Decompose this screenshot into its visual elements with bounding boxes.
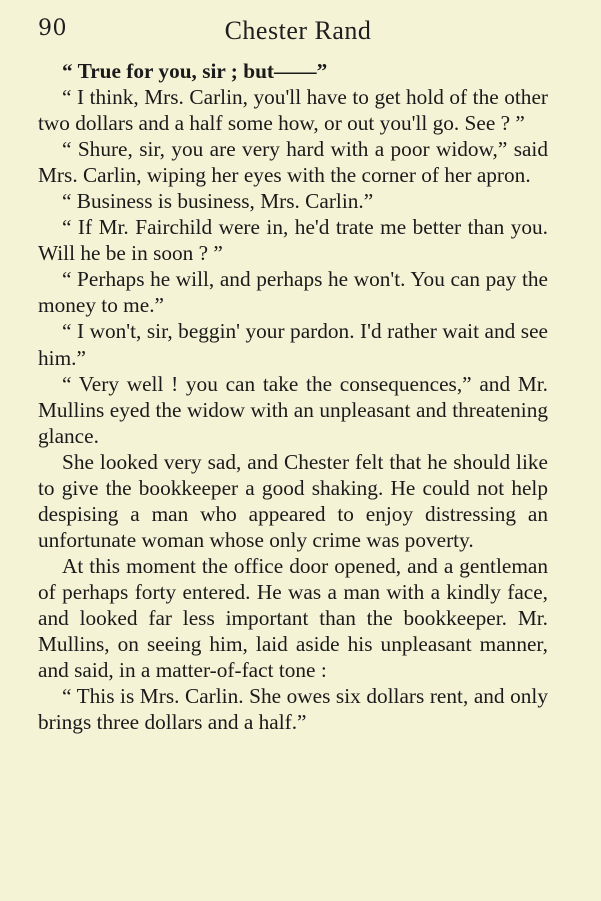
paragraph: “ True for you, sir ; but——” <box>62 59 328 83</box>
paragraph: She looked very sad, and Chester felt that he should like to give the bookkeeper a good shaking. He could not help despising a man who appeared to enjoy distressing an unfortunate woman whose only crime was poverty. <box>38 449 548 552</box>
paragraph: “ I won't, sir, beggin' your pardon. I'd rather wait and see him.” <box>38 319 548 370</box>
paragraph: “ I think, Mrs. Carlin, you'll have to get hold of the other two dollars and a half some how, or out you'll go. See ? ” <box>38 85 548 136</box>
paragraph: “ If Mr. Fairchild were in, he'd trate me better than you. Will he be in soon ? ” <box>38 215 548 266</box>
paragraph: At this moment the office door opened, and a gentleman of perhaps forty entered. He was a man with a kindly face, and looked far less important than the bookkeeper. Mr. Mullins, on seeing him, laid aside his unpleasant manner, and said, in a matter-of-fact tone : <box>38 553 548 683</box>
paragraph: “ Business is business, Mrs. Carlin.” <box>62 189 374 214</box>
paragraph: “ Very well ! you can take the consequences,” and Mr. Mullins eyed the widow with an unpleasant and threatening glance. <box>38 371 548 448</box>
running-title: Chester Rand <box>224 16 372 45</box>
page-header <box>38 16 558 50</box>
paragraph: “ Shure, sir, you are very hard with a poor widow,” said Mrs. Carlin, wiping her eyes with the corner of her apron. <box>38 137 548 188</box>
paragraph: “ This is Mrs. Carlin. She owes six dollars rent, and only brings three dollars and a half.” <box>38 684 548 735</box>
page-number: 90 <box>38 16 67 41</box>
body-text <box>38 58 548 735</box>
paragraph: “ Perhaps he will, and perhaps he won't. You can pay the money to me.” <box>38 267 548 318</box>
